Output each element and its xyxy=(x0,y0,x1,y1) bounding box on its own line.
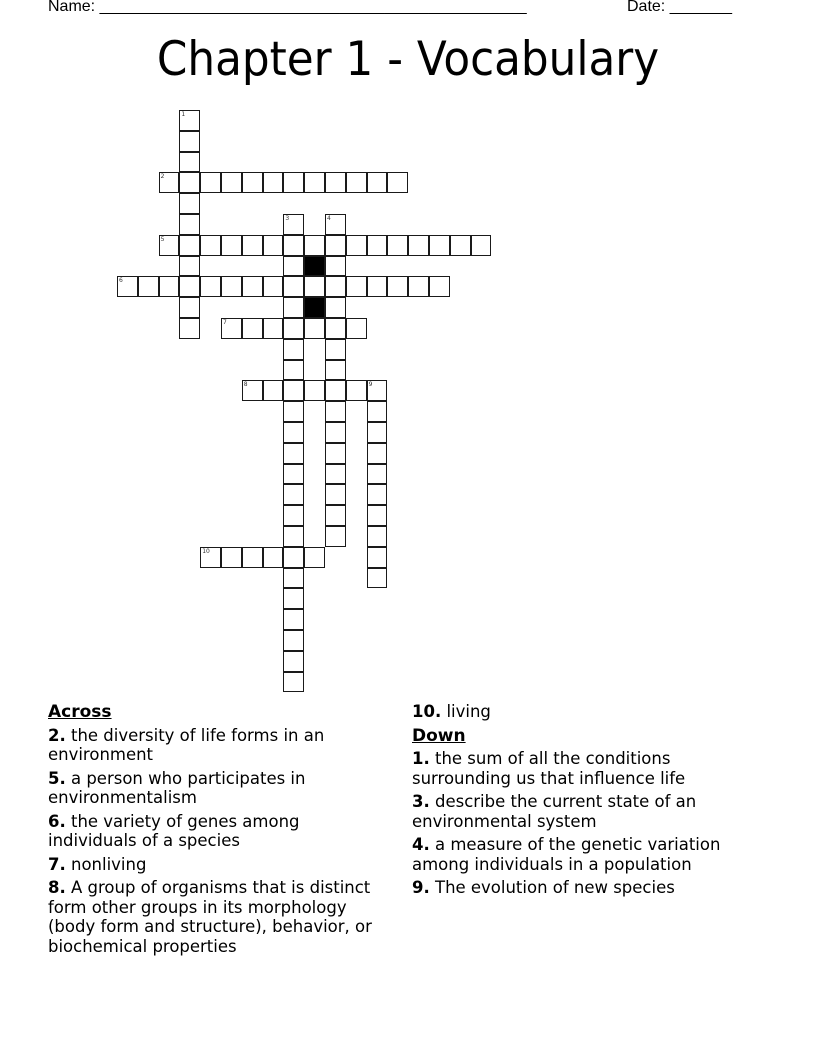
grid-cell[interactable] xyxy=(387,276,408,297)
clue-number: 10. xyxy=(412,702,442,722)
grid-cell[interactable] xyxy=(367,464,388,485)
grid-cell[interactable] xyxy=(304,235,325,256)
grid-cell[interactable] xyxy=(242,547,263,568)
grid-cell[interactable] xyxy=(263,380,284,401)
grid-cell[interactable] xyxy=(221,172,242,193)
grid-cell[interactable] xyxy=(283,401,304,422)
crossword-grid xyxy=(117,110,491,692)
grid-cell[interactable] xyxy=(159,172,180,193)
grid-cell[interactable] xyxy=(283,484,304,505)
grid-cell[interactable] xyxy=(159,276,180,297)
grid-cell[interactable] xyxy=(179,131,200,152)
grid-cell[interactable] xyxy=(200,547,221,568)
grid-cell[interactable] xyxy=(429,235,450,256)
grid-cell[interactable] xyxy=(242,380,263,401)
grid-cell[interactable] xyxy=(367,422,388,443)
grid-cell[interactable] xyxy=(283,276,304,297)
across-heading: Across xyxy=(48,702,112,722)
black-cell xyxy=(304,297,325,318)
grid-cell[interactable] xyxy=(304,380,325,401)
cell-number: 6 xyxy=(119,277,123,285)
grid-cell[interactable] xyxy=(283,630,304,651)
clue-across-10 xyxy=(412,703,752,723)
grid-cell[interactable] xyxy=(304,318,325,339)
grid-cell[interactable] xyxy=(325,464,346,485)
grid-cell[interactable] xyxy=(283,172,304,193)
clue-text: describe the current state of an environmental system xyxy=(412,792,697,832)
grid-cell[interactable] xyxy=(283,588,304,609)
grid-cell[interactable] xyxy=(367,526,388,547)
grid-cell[interactable] xyxy=(179,172,200,193)
grid-cell[interactable] xyxy=(387,235,408,256)
black-cell xyxy=(304,256,325,277)
grid-cell[interactable] xyxy=(325,297,346,318)
clue-text: a person who participates in environmentalism xyxy=(48,768,306,808)
grid-cell[interactable] xyxy=(242,276,263,297)
grid-cell[interactable] xyxy=(263,318,284,339)
grid-cell[interactable] xyxy=(242,172,263,193)
clue-number: 9. xyxy=(412,878,430,898)
clue-text: the sum of all the conditions surrounding us that influence life xyxy=(412,749,686,789)
grid-cell[interactable] xyxy=(325,318,346,339)
clue-down-3 xyxy=(412,793,752,832)
grid-cell[interactable] xyxy=(200,235,221,256)
grid-cell[interactable] xyxy=(325,360,346,381)
grid-cell[interactable] xyxy=(367,484,388,505)
grid-cell[interactable] xyxy=(325,172,346,193)
grid-cell[interactable] xyxy=(179,256,200,277)
grid-cell[interactable] xyxy=(283,443,304,464)
grid-cell[interactable] xyxy=(429,276,450,297)
grid-cell[interactable] xyxy=(283,651,304,672)
clue-down-9 xyxy=(412,879,752,899)
grid-cell[interactable] xyxy=(325,401,346,422)
clue-text: The evolution of new species xyxy=(434,878,675,898)
grid-cell[interactable] xyxy=(200,276,221,297)
clue-text: the diversity of life forms in an environment xyxy=(48,725,325,765)
grid-cell[interactable] xyxy=(367,547,388,568)
cell-number: 5 xyxy=(160,235,165,243)
clue-across-5 xyxy=(48,770,392,809)
grid-cell[interactable] xyxy=(408,235,429,256)
cell-number: 10 xyxy=(202,547,210,555)
grid-cell[interactable] xyxy=(263,235,284,256)
cell-number: 4 xyxy=(327,215,331,222)
grid-cell[interactable] xyxy=(283,214,304,235)
grid-cell[interactable] xyxy=(325,484,346,505)
clue-across-2 xyxy=(48,727,392,766)
clue-number: 6. xyxy=(48,811,66,832)
grid-cell[interactable] xyxy=(283,505,304,526)
cell-number: 3 xyxy=(285,215,290,222)
grid-cell[interactable] xyxy=(283,380,304,401)
clue-text: A group of organisms that is distinct form other groups in its morphology (body form and structure), behavior, or biochemical properties xyxy=(48,878,372,957)
grid-cell[interactable] xyxy=(138,276,159,297)
cell-number: 7 xyxy=(223,319,227,326)
grid-cell[interactable] xyxy=(367,505,388,526)
grid-cell[interactable] xyxy=(325,276,346,297)
name-field-label: Name: ________________________________________________ xyxy=(48,0,527,15)
grid-cell[interactable] xyxy=(471,235,492,256)
grid-cell[interactable] xyxy=(367,172,388,193)
grid-cell[interactable] xyxy=(450,235,471,256)
grid-cell[interactable] xyxy=(367,235,388,256)
clues-left-column xyxy=(48,703,403,961)
grid-cell[interactable] xyxy=(221,235,242,256)
grid-cell[interactable] xyxy=(283,339,304,360)
clue-across-6 xyxy=(48,813,392,852)
clue-number: 1. xyxy=(412,749,430,769)
clues-right-column xyxy=(412,703,762,903)
grid-cell[interactable] xyxy=(325,505,346,526)
clue-down-4 xyxy=(412,836,752,875)
grid-cell[interactable] xyxy=(179,152,200,173)
cell-number: 1 xyxy=(181,111,186,118)
grid-cell[interactable] xyxy=(325,422,346,443)
grid-cell[interactable] xyxy=(283,360,304,381)
grid-cell[interactable] xyxy=(263,276,284,297)
grid-cell[interactable] xyxy=(325,380,346,401)
grid-cell[interactable] xyxy=(117,276,138,297)
grid-cell[interactable] xyxy=(242,235,263,256)
clue-across-7 xyxy=(48,856,392,876)
clue-text: living xyxy=(446,702,491,722)
grid-cell[interactable] xyxy=(367,276,388,297)
grid-cell[interactable] xyxy=(325,256,346,277)
grid-cell[interactable] xyxy=(325,235,346,256)
grid-cell[interactable] xyxy=(346,276,367,297)
grid-cell[interactable] xyxy=(242,318,263,339)
grid-cell[interactable] xyxy=(179,297,200,318)
grid-cell[interactable] xyxy=(283,464,304,485)
clue-text: the variety of genes among individuals of a species xyxy=(48,811,300,851)
grid-cell[interactable] xyxy=(367,401,388,422)
clue-number: 7. xyxy=(48,854,66,875)
clue-number: 2. xyxy=(48,725,66,746)
grid-cell[interactable] xyxy=(283,547,304,568)
grid-cell[interactable] xyxy=(159,235,180,256)
clue-text: nonliving xyxy=(70,854,147,875)
grid-cell[interactable] xyxy=(325,526,346,547)
grid-cell[interactable] xyxy=(283,609,304,630)
down-heading: Down xyxy=(412,725,466,746)
grid-cell[interactable] xyxy=(283,422,304,443)
grid-cell[interactable] xyxy=(283,235,304,256)
grid-cell[interactable] xyxy=(304,172,325,193)
cell-number: 2 xyxy=(160,173,165,181)
clue-number: 8. xyxy=(48,878,66,898)
grid-cell[interactable] xyxy=(283,256,304,277)
date-field-label: Date: _______ xyxy=(627,0,732,15)
grid-cell[interactable] xyxy=(346,235,367,256)
grid-cell[interactable] xyxy=(387,172,408,193)
grid-cell[interactable] xyxy=(304,547,325,568)
grid-cell[interactable] xyxy=(367,568,388,589)
grid-cell[interactable] xyxy=(283,672,304,693)
grid-cell[interactable] xyxy=(346,380,367,401)
grid-cell[interactable] xyxy=(179,214,200,235)
grid-cell[interactable] xyxy=(263,547,284,568)
grid-cell[interactable] xyxy=(179,235,200,256)
grid-cell[interactable] xyxy=(283,318,304,339)
clue-number: 3. xyxy=(412,792,430,812)
grid-cell[interactable] xyxy=(367,380,388,401)
grid-cell[interactable] xyxy=(283,297,304,318)
grid-cell[interactable] xyxy=(179,318,200,339)
clue-across-8 xyxy=(48,879,392,957)
grid-cell[interactable] xyxy=(325,443,346,464)
grid-cell[interactable] xyxy=(283,526,304,547)
grid-cell[interactable] xyxy=(346,172,367,193)
grid-cell[interactable] xyxy=(179,276,200,297)
grid-cell[interactable] xyxy=(367,443,388,464)
grid-cell[interactable] xyxy=(200,172,221,193)
grid-cell[interactable] xyxy=(408,276,429,297)
grid-cell[interactable] xyxy=(346,318,367,339)
grid-cell[interactable] xyxy=(304,276,325,297)
clue-number: 4. xyxy=(412,835,430,855)
grid-cell[interactable] xyxy=(221,276,242,297)
clue-down-1 xyxy=(412,750,752,789)
grid-cell[interactable] xyxy=(179,193,200,214)
grid-cell[interactable] xyxy=(179,110,200,131)
grid-cell[interactable] xyxy=(325,339,346,360)
clue-number: 5. xyxy=(48,768,66,789)
grid-cell[interactable] xyxy=(283,568,304,589)
grid-cell[interactable] xyxy=(221,547,242,568)
clue-text: a measure of the genetic variation among individuals in a population xyxy=(412,835,721,875)
grid-cell[interactable] xyxy=(263,172,284,193)
page-title: Chapter 1 - Vocabulary xyxy=(156,32,660,87)
grid-cell[interactable] xyxy=(325,214,346,235)
grid-cell[interactable] xyxy=(221,318,242,339)
cell-number: 9 xyxy=(368,381,373,389)
cell-number: 8 xyxy=(243,381,248,389)
